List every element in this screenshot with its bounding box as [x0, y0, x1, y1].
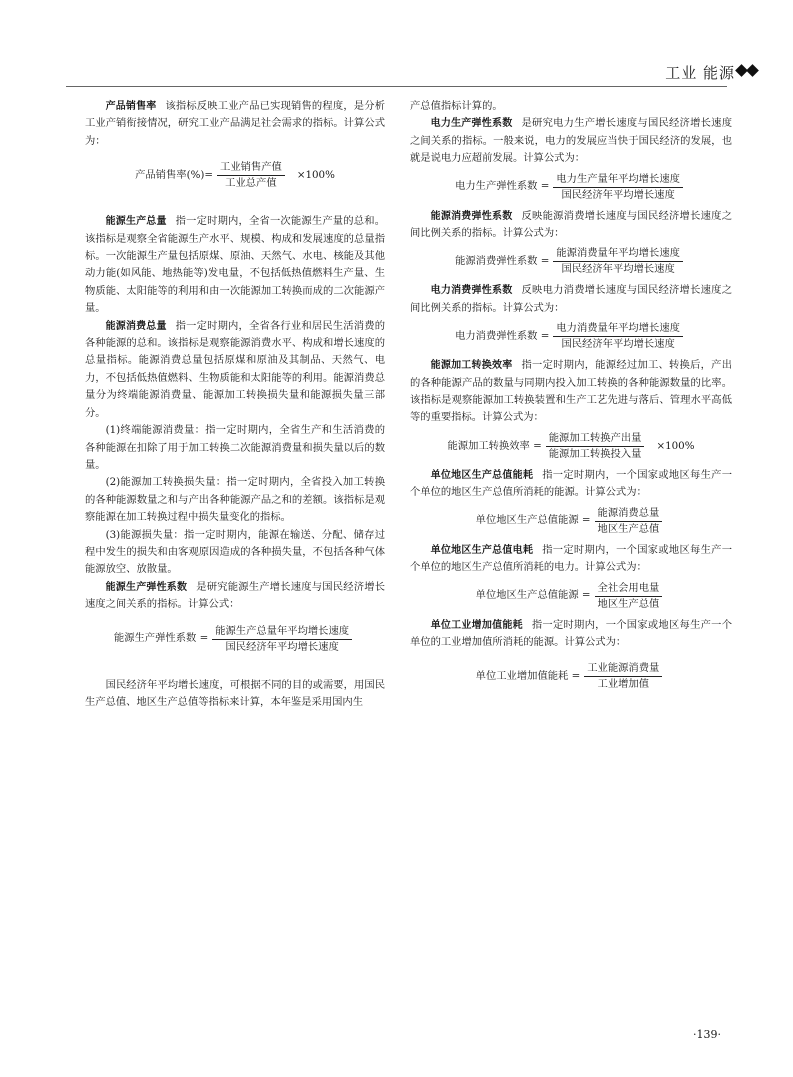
formula-multiplier: ×100% — [296, 169, 335, 182]
formula-production-elasticity — [85, 624, 385, 655]
term-heading: 电力消费弹性系数 — [430, 285, 513, 297]
numerator: 能源生产总量年平均增长速度 — [212, 624, 352, 640]
term-heading: 能源加工转换效率 — [430, 360, 513, 372]
paragraph-production-elasticity — [85, 579, 385, 614]
formula-lhs: 单位地区生产总值能源 = — [475, 514, 591, 527]
formula-power-consumption-elasticity — [410, 321, 732, 352]
formula-sales-rate — [85, 160, 385, 191]
term-heading: 电力生产弹性系数 — [430, 118, 513, 130]
numerator: 工业能源消费量 — [584, 661, 662, 677]
paragraph-conversion-efficiency — [410, 357, 732, 427]
denominator: 地区生产总值 — [597, 597, 660, 610]
numerator: 电力消费量年平均增长速度 — [553, 321, 683, 337]
paragraph-text: 指一定时期内，能源经过加工、转换后，产出的各种能源产品的数量与同期内投入加工转换的各种能源数量的比率。该指标是观察能源加工转换装置和生产工艺先进与落后、管理水平高低等的重要指标。计算公式为： — [410, 359, 733, 424]
formula-multiplier: ×100% — [656, 439, 695, 452]
formula-power-per-gdp — [410, 581, 732, 612]
term-heading: 能源生产弹性系数 — [105, 581, 188, 593]
paragraph-text: 指一定时期内，全省各行业和居民生活消费的各种能源的总和。该指标是观察能源消费水平、构成和增长速度的总量指标。能源消费总量包括原煤和原油及其制品、天然气、电力，不包括低热值燃料、生物质能和太阳能等的利用。能源消费总量分为终端能源消费量、能源加工转换损失量和能源损失量三部分。 — [85, 319, 386, 419]
numerator: 能源消费量年平均增长速度 — [553, 246, 683, 262]
fraction — [595, 506, 663, 537]
paragraph-text: 指一定时期内，全省一次能源生产量的总和。该指标是观察全省能源生产水平、规模、构成和发展速度的总量指标。一次能源生产量包括原煤、原油、天然气、水电、核能及其他动力能(如风能、地热能等)发电量，不包括低热值燃料生产量、生物质能、太阳能等的利用和由一次能源加工转换而成的二次能源产量。 — [85, 215, 386, 315]
term-heading: 能源消费总量 — [105, 320, 167, 332]
left-column — [85, 98, 385, 711]
paragraph-energy-consumption-elasticity — [410, 208, 732, 243]
paragraph-energy-production — [85, 213, 385, 317]
fraction — [546, 431, 645, 462]
paragraph-text: 是研究电力生产增长速度与国民经济增长速度之间关系的指标。一般来说，电力的发展应当快于国民经济的发展，也就是说电力应超前发展。计算公式为： — [410, 117, 733, 165]
term-heading: 能源生产总量 — [105, 216, 167, 228]
term-heading: 单位工业增加值能耗 — [430, 619, 523, 631]
paragraph-text: 指一定时期内，一个国家或地区每生产一个单位的工业增加值所消耗的能源。计算公式为： — [410, 618, 733, 648]
term-heading: 单位地区生产总值电耗 — [430, 544, 534, 556]
formula-lhs: 能源加工转换效率 = — [447, 439, 542, 452]
term-heading: 能源消费弹性系数 — [430, 210, 513, 222]
formula-lhs: 能源消费弹性系数 = — [455, 255, 550, 268]
paragraph-text: 是研究能源生产增长速度与国民经济增长速度之间关系的指标。计算公式： — [85, 580, 386, 611]
formula-lhs: 电力消费弹性系数 = — [455, 330, 550, 343]
fraction — [553, 321, 683, 352]
formula-lhs: 电力生产弹性系数 = — [455, 180, 550, 193]
paragraph-text: 反映能源消费增长速度与国民经济增长速度之间比例关系的指标。计算公式为： — [410, 209, 733, 240]
numerator: 能源消费总量 — [595, 506, 663, 522]
paragraph-continuation: 产总值指标计算的。 — [410, 100, 503, 112]
paragraph-item-3: (3)能源损失量：指一定时期内，能源在输送、分配、储存过程中发生的损失和由客观原因造成的各种损失量，不包括各种气体能源放空、放散量。 — [85, 528, 385, 576]
fraction — [553, 172, 683, 203]
formula-energy-consumption-elasticity — [410, 246, 732, 277]
header-rule — [66, 86, 727, 87]
formula-conversion-efficiency — [410, 431, 732, 462]
formula-energy-per-gdp — [410, 506, 732, 537]
denominator: 地区生产总值 — [597, 522, 660, 535]
paragraph-sales-rate — [85, 98, 385, 150]
paragraph-item-2: (2)能源加工转换损失量：指一定时期内，全省投入加工转换的各种能源数量之和与产出各种能源产品之和的差额。该指标是观察能源在加工转换过程中损失量变化的指标。 — [85, 476, 385, 524]
formula-lhs: 单位地区生产总值能源 = — [475, 589, 591, 602]
paragraph-gdp-note: 国民经济年平均增长速度，可根据不同的目的或需要，用国民生产总值、地区生产总值等指标来计算，本年鉴是采用国内生 — [85, 678, 385, 708]
denominator: 国民经济年平均增长速度 — [225, 640, 339, 653]
paragraph-power-production-elasticity — [410, 115, 732, 167]
page-number: ·139· — [693, 1028, 721, 1041]
denominator: 能源加工转换投入量 — [548, 447, 642, 460]
paragraph-text: 指一定时期内，一个国家或地区每生产一个单位的地区生产总值所消耗的电力。计算公式为： — [410, 543, 733, 574]
paragraph-energy-per-gdp — [410, 467, 732, 502]
numerator: 全社会用电量 — [595, 581, 663, 597]
fraction — [584, 661, 662, 692]
right-column — [410, 98, 732, 704]
paragraph-item-1: (1)终端能源消费量：指一定时期内，全省生产和生活消费的各种能源在扣除了用于加工转换二次能源消费量和损失量以后的数量。 — [85, 424, 385, 471]
formula-energy-per-industrial-value — [410, 661, 732, 692]
denominator: 国民经济年平均增长速度 — [561, 188, 675, 201]
fraction — [212, 624, 352, 655]
term-heading: 产品销售率 — [105, 101, 157, 112]
denominator: 工业总产值 — [225, 177, 277, 190]
numerator: 能源加工转换产出量 — [546, 431, 645, 447]
page-header — [0, 0, 793, 80]
paragraph-text: 指一定时期内，一个国家或地区每生产一个单位的地区生产总值所消耗的能源。计算公式为： — [410, 468, 733, 499]
numerator: 电力生产量年平均增长速度 — [553, 172, 683, 188]
paragraph-text: 反映电力消费增长速度与国民经济增长速度之间比例关系的指标。计算公式为： — [410, 284, 733, 314]
paragraph-text: 该指标反映工业产品已实现销售的程度，是分析工业产销衔接情况，研究工业产品满足社会需求的指标。计算公式为： — [85, 100, 386, 147]
denominator: 国民经济年平均增长速度 — [561, 263, 675, 276]
paragraph-power-consumption-elasticity — [410, 282, 732, 317]
formula-lhs: 能源生产弹性系数 = — [113, 632, 209, 645]
fraction — [553, 246, 683, 277]
diamond-icon — [746, 64, 759, 77]
denominator: 工业增加值 — [597, 678, 650, 691]
formula-lhs: 单位工业增加值能耗 = — [475, 670, 581, 683]
formula-lhs: 产品销售率(%)= — [135, 169, 214, 182]
term-heading: 单位地区生产总值能耗 — [430, 469, 534, 481]
paragraph-energy-per-industrial-value — [410, 617, 732, 652]
fraction — [595, 581, 663, 612]
numerator: 工业销售产值 — [217, 160, 285, 176]
section-title: 工业 能源 — [665, 64, 735, 82]
formula-power-production-elasticity — [410, 172, 732, 203]
fraction — [217, 160, 285, 191]
denominator: 国民经济年平均增长速度 — [561, 338, 675, 351]
paragraph-power-per-gdp — [410, 542, 732, 577]
paragraph-energy-consumption — [85, 318, 385, 422]
